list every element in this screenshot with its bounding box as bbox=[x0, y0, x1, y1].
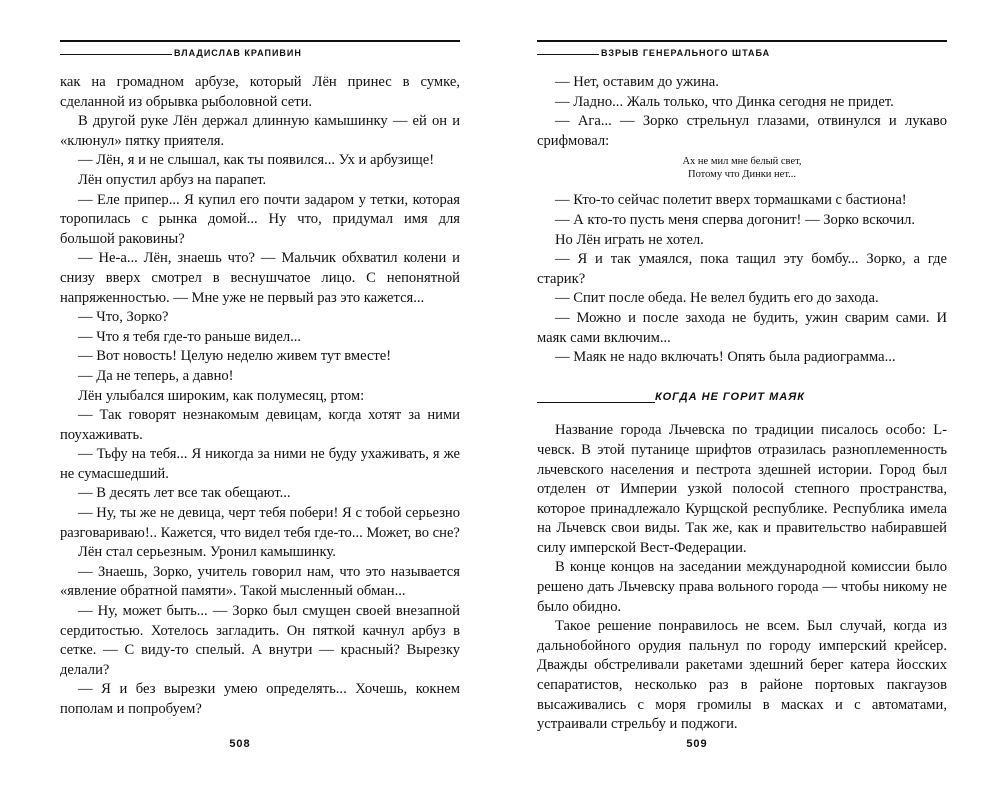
paragraph: Лён улыбался широким, как полумесяц, ртом: bbox=[78, 387, 365, 404]
paragraph: — Можно и после захода не будить, ужин сварим сами. И маяк сами включим... bbox=[537, 309, 947, 346]
left-running-header bbox=[60, 40, 460, 58]
paragraph: — Нет, оставим до ужина. bbox=[555, 74, 719, 90]
paragraph: — Кто-то сейчас полетит вверх тормашками с бастиона! bbox=[555, 192, 907, 209]
paragraph: — Тьфу на тебя... Я никогда за ними не буду ухаживать, я же не сумасшедший. bbox=[60, 446, 460, 482]
paragraph: — Что я тебя где-то раньше видел... bbox=[78, 328, 302, 345]
paragraph: — Спит после обеда. Не велел будить его до захода. bbox=[555, 290, 879, 307]
right-header-title: ВЗРЫВ ГЕНЕРАЛЬНОГО ШТАБА bbox=[601, 48, 771, 58]
paragraph: — Лён, я и не слышал, как ты появился... Ух и арбузище! bbox=[78, 152, 435, 169]
paragraph: Название города Льчевска по традиции писалось особо: L-чевск. В этой путанице шрифтов отразилась разноплеменность льчевского населения и пестрота здешней истории. Город был отделен от Империи узкой полосой степного пространства, которое принадлежало Курщской республике. Республика имела на Льчевск свои виды. Так же, как и правительство набиравшей силу имперской Вест-Федерации. bbox=[537, 422, 947, 556]
paragraph: — Ну, может быть... — Зорко был смущен своей внезапной сердитостью. Хотелось загладить. Он пяткой качнул арбуз в сетке. — С виду-то спелый. А внутри — красный? Вырезку делали? bbox=[60, 603, 460, 678]
paragraph: В конце концов на заседании международной комиссии было решено дать Льчевску права вольного города — чтобы никому не было обидно. bbox=[537, 559, 947, 615]
poem-verse bbox=[537, 155, 947, 181]
paragraph: — Да не теперь, а давно! bbox=[78, 367, 234, 384]
header-rule bbox=[537, 54, 599, 55]
right-page-number: 509 bbox=[686, 738, 708, 750]
paragraph: — Не-а... Лён, знаешь что? — Мальчик обхватил колени и снизу вверх смотрел в веснушчатое лицо. С непонятной напряженностью. — Мне уже не первый раз это кажется... bbox=[60, 250, 460, 306]
paragraph: — Маяк не надо включать! Опять была радиограмма... bbox=[555, 349, 896, 366]
right-page bbox=[537, 0, 947, 800]
left-page bbox=[60, 0, 460, 800]
paragraph: Лён опустил арбуз на парапет. bbox=[78, 171, 267, 188]
paragraph: — Я и без вырезки умею определять... Хочешь, кокнем пополам и попробуем? bbox=[60, 681, 460, 717]
header-rule bbox=[60, 54, 172, 55]
paragraph: В другой руке Лён держал длинную камышинку — ей он и «клюнул» пятку приятеля. bbox=[60, 113, 460, 149]
left-page-number: 508 bbox=[229, 738, 251, 750]
paragraph: — Ага... — Зорко стрельнул глазами, отвинулся и лукаво срифмовал: bbox=[537, 113, 947, 149]
chapter-heading bbox=[537, 388, 947, 408]
chapter-title: КОГДА НЕ ГОРИТ МАЯК bbox=[655, 390, 806, 403]
paragraph: — Так говорят незнакомым девицам, когда хотят за ними поухаживать. bbox=[60, 407, 460, 443]
paragraph: — Знаешь, Зорко, учитель говорил нам, что это называется «явление обратной памяти». Такой мысленный обман... bbox=[60, 563, 460, 600]
left-header-title: ВЛАДИСЛАВ КРАПИВИН bbox=[174, 48, 302, 58]
paragraph: Такое решение понравилось не всем. Был случай, когда из дальнобойного орудия пальнул по городу имперский крейсер. Дважды обстреливали ракетами здешний берег катера йосских сепаратистов, несколько раз в районе портовых пакгаузов высаживались с моря громилы в масках и с автоматами, устраивали стрельбу и поджоги. bbox=[537, 618, 947, 733]
paragraph: — Вот новость! Целую неделю живем тут вместе! bbox=[78, 348, 392, 365]
paragraph: — Еле припер... Я купил его почти задаром у тетки, которая торопилась с рынка домой... Ну что, придумал имя для большой раковины? bbox=[60, 191, 460, 247]
paragraph: как на громадном арбузе, который Лён принес в сумке, сделанной из обрывка рыболовной сети. bbox=[60, 74, 460, 110]
chapter-rule bbox=[537, 402, 655, 403]
paragraph: — Что, Зорко? bbox=[78, 309, 169, 326]
paragraph: Но Лён играть не хотел. bbox=[555, 231, 704, 248]
right-running-header bbox=[537, 40, 947, 58]
paragraph: — Ладно... Жаль только, что Динка сегодня не придет. bbox=[555, 93, 894, 110]
paragraph: — В десять лет все так обещают... bbox=[78, 485, 291, 502]
left-page-text bbox=[60, 73, 460, 720]
poem-line: Ах не мил мне белый свет, bbox=[682, 156, 802, 168]
paragraph: — А кто-то пусть меня сперва догонит! — Зорко вскочил. bbox=[555, 211, 916, 228]
paragraph: Лён стал серьезным. Уронил камышинку. bbox=[78, 544, 336, 561]
right-page-text bbox=[537, 73, 947, 735]
paragraph: — Ну, ты же не девица, черт тебя побери! Я с тобой серьезно разговариваю!.. Кажется, что видел тебя где-то... Может, во сне? bbox=[60, 505, 460, 541]
poem-line: Потому что Динки нет... bbox=[687, 169, 797, 181]
paragraph: — Я и так умаялся, пока тащил эту бомбу... Зорко, а где старик? bbox=[537, 251, 947, 287]
